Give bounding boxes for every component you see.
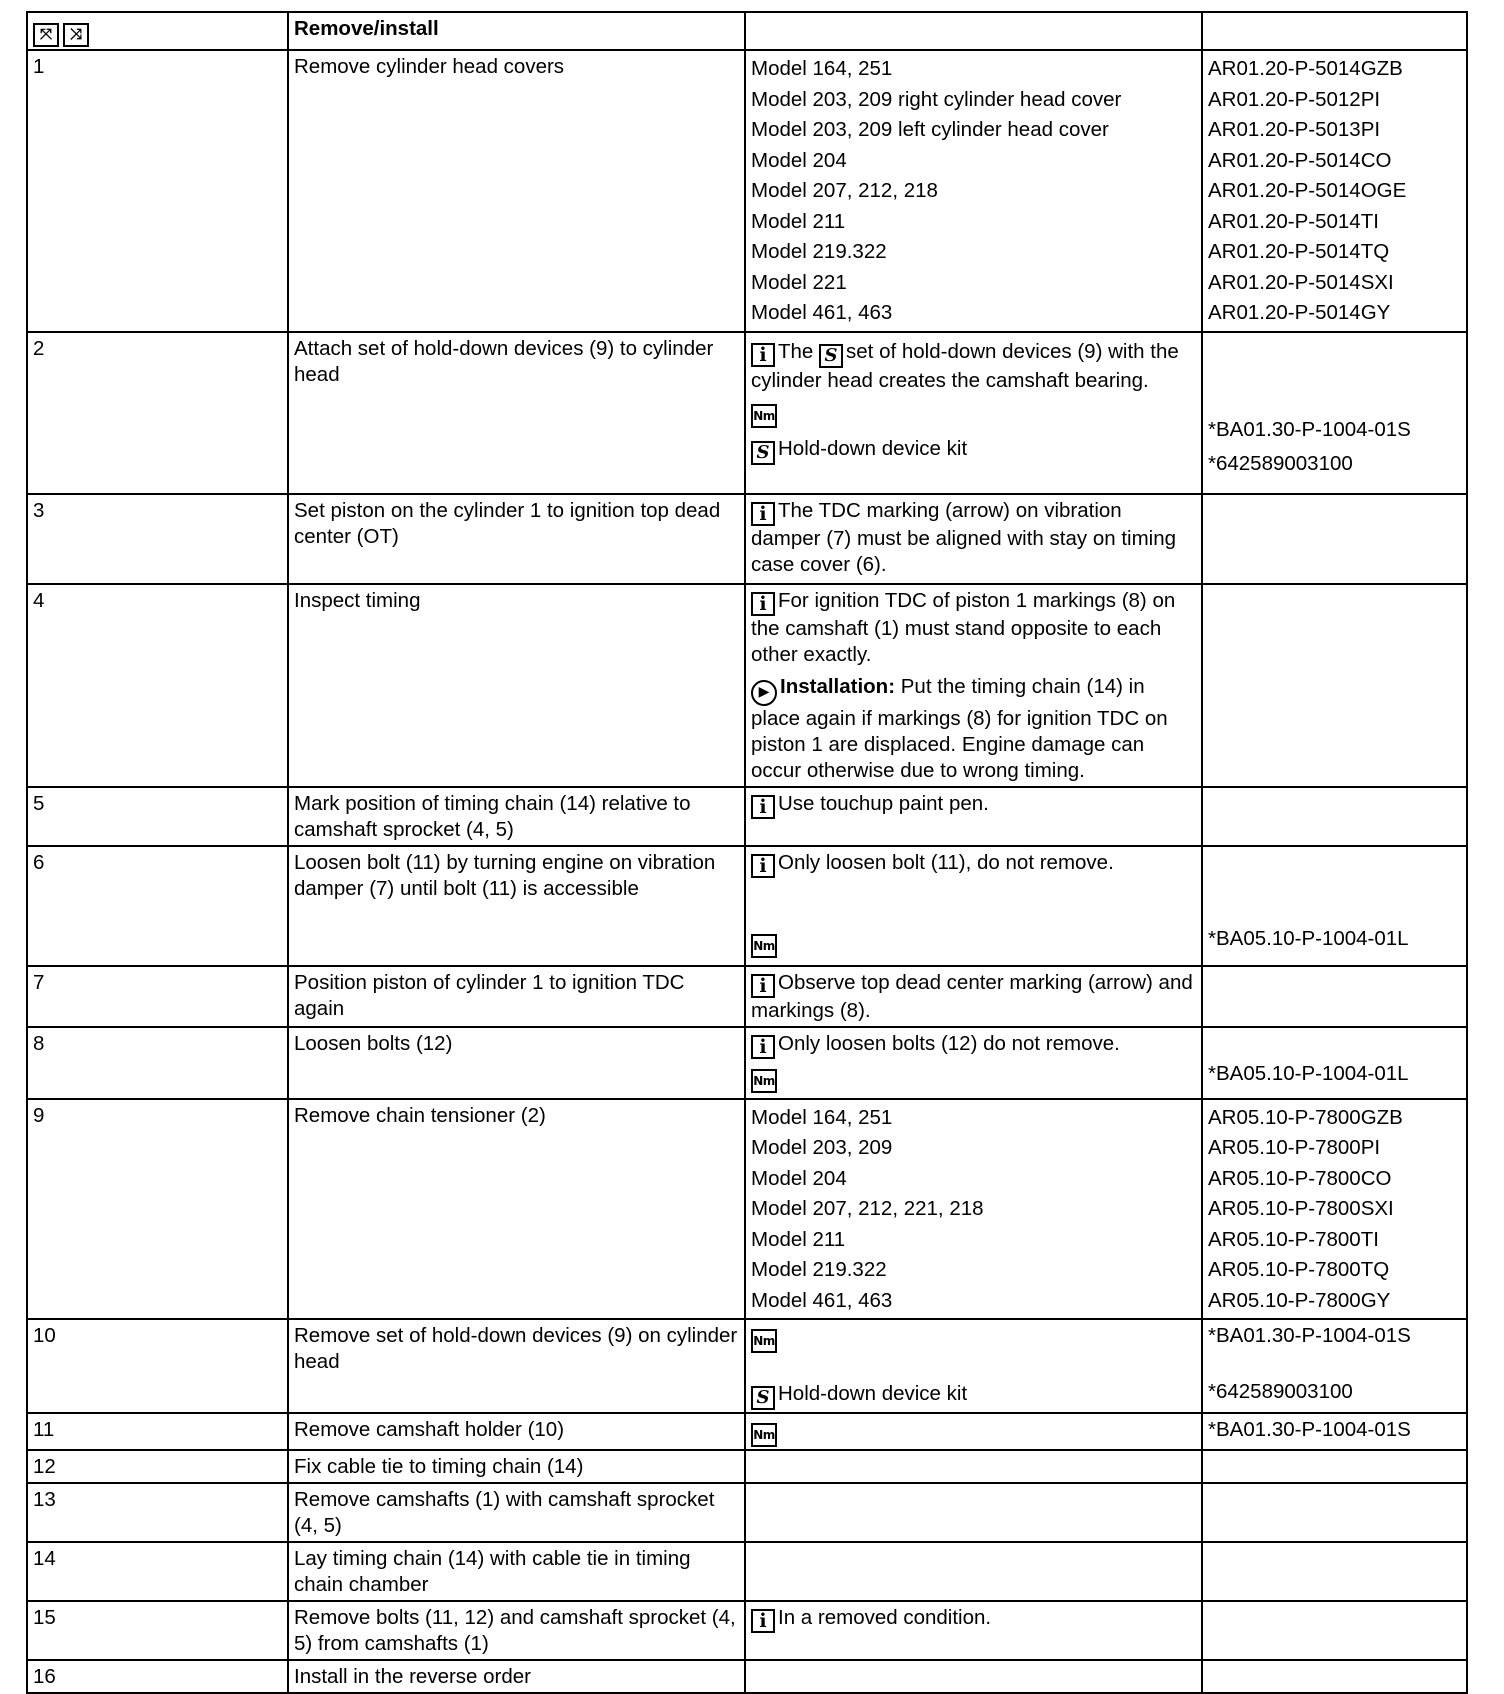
- step-number: 12: [27, 1450, 288, 1483]
- model-name: Model 219.322: [751, 1258, 887, 1281]
- tool-line: [751, 436, 1196, 465]
- step-number: 7: [27, 966, 288, 1027]
- info-note: [751, 970, 1196, 1024]
- step-notes: [745, 1483, 1202, 1542]
- reference-link[interactable]: *642589003100: [1208, 451, 1353, 475]
- table-row: [27, 1483, 1467, 1542]
- table-row: [27, 1099, 1467, 1320]
- step-action: Remove chain tensioner (2): [288, 1099, 745, 1320]
- step-refs: [1202, 787, 1467, 846]
- step-refs: [1202, 332, 1467, 494]
- step-notes: [745, 1601, 1202, 1660]
- note-text: For ignition TDC of piston 1 markings (8) on the camshaft (1) must stand opposite to each other exactly.: [751, 588, 1176, 666]
- model-name: Model 164, 251: [751, 57, 893, 80]
- step-notes: [745, 584, 1202, 787]
- installation-note: [751, 674, 1196, 784]
- tool-icon[interactable]: S: [751, 1386, 775, 1410]
- reference-list: [1202, 50, 1467, 332]
- table-row: [27, 50, 1467, 332]
- installation-icon: ▶: [751, 680, 777, 706]
- step-number: 1: [27, 50, 288, 332]
- torque-line: [751, 398, 1196, 428]
- reference-link[interactable]: *BA01.30-P-1004-01S: [1208, 1418, 1411, 1441]
- info-icon: i: [751, 854, 775, 878]
- model-list: [745, 50, 1202, 332]
- step-action: Remove bolts (11, 12) and camshaft sprocket (4, 5) from camshafts (1): [288, 1601, 745, 1660]
- step-number: 10: [27, 1319, 288, 1413]
- table-row: [27, 332, 1467, 494]
- step-action: Remove camshaft holder (10): [288, 1413, 745, 1450]
- reference-link[interactable]: AR01.20-P-5014TI: [1208, 209, 1379, 233]
- step-number: 6: [27, 846, 288, 966]
- header-notes-cell: [745, 12, 1202, 50]
- info-note: [751, 850, 1196, 878]
- step-action: Attach set of hold-down devices (9) to cylinder head: [288, 332, 745, 494]
- reference-link[interactable]: AR05.10-P-7800GZB: [1208, 1105, 1403, 1129]
- info-icon: i: [751, 592, 775, 616]
- step-number: 4: [27, 584, 288, 787]
- step-refs: [1202, 1027, 1467, 1099]
- reference-link[interactable]: AR01.20-P-5014GZB: [1208, 57, 1403, 80]
- table-row: [27, 1450, 1467, 1483]
- reference-link[interactable]: AR01.20-P-5014TQ: [1208, 240, 1390, 263]
- note-text-post: set of hold-down devices (9) with the cylinder head creates the camshaft bearing.: [751, 339, 1179, 392]
- torque-line: [751, 1323, 1196, 1353]
- step-notes: [745, 1413, 1202, 1450]
- reference-link[interactable]: AR01.20-P-5012PI: [1208, 87, 1381, 111]
- step-refs: [1202, 1542, 1467, 1601]
- model-name: Model 219.322: [751, 240, 887, 263]
- torque-nm-icon[interactable]: Nm: [751, 934, 777, 958]
- reference-link[interactable]: AR05.10-P-7800SXI: [1208, 1197, 1394, 1220]
- table-row: [27, 494, 1467, 584]
- step-refs: [1202, 1483, 1467, 1542]
- info-note: [751, 791, 1196, 819]
- torque-line: [751, 1063, 1196, 1093]
- tool-label: Hold-down device kit: [778, 1382, 968, 1405]
- step-number: 3: [27, 494, 288, 584]
- step-refs: [1202, 846, 1467, 966]
- torque-nm-icon[interactable]: Nm: [751, 1329, 777, 1353]
- reference-link[interactable]: AR05.10-P-7800GY: [1208, 1288, 1391, 1312]
- info-icon: i: [751, 343, 775, 367]
- header-icons-cell: [27, 12, 288, 50]
- model-name: Model 204: [751, 148, 847, 172]
- reference-link[interactable]: AR01.20-P-5014SXI: [1208, 270, 1394, 294]
- step-refs: [1202, 1450, 1467, 1483]
- installation-label: Installation:: [780, 674, 896, 698]
- step-action: Loosen bolts (12): [288, 1027, 745, 1099]
- model-name: Model 211: [751, 1227, 846, 1251]
- reference-link[interactable]: AR05.10-P-7800TI: [1208, 1227, 1379, 1251]
- step-refs: [1202, 494, 1467, 584]
- step-notes: [745, 1027, 1202, 1099]
- step-refs: [1202, 1413, 1467, 1450]
- step-action: Lay timing chain (14) with cable tie in timing chain chamber: [288, 1542, 745, 1601]
- step-action: Inspect timing: [288, 584, 745, 787]
- note-text: Observe top dead center marking (arrow) and markings (8).: [751, 970, 1193, 1022]
- torque-nm-icon[interactable]: Nm: [751, 1423, 777, 1447]
- model-name: Model 203, 209 left cylinder head cover: [751, 118, 1109, 141]
- step-action: Loosen bolt (11) by turning engine on vibration damper (7) until bolt (11) is accessible: [288, 846, 745, 966]
- torque-nm-icon[interactable]: Nm: [751, 404, 777, 428]
- info-icon: i: [751, 1609, 775, 1633]
- step-notes: [745, 494, 1202, 584]
- reference-link[interactable]: AR01.20-P-5014CO: [1208, 148, 1392, 172]
- step-action: Set piston on the cylinder 1 to ignition top dead center (OT): [288, 494, 745, 584]
- table-row: [27, 1027, 1467, 1099]
- table-row: [27, 787, 1467, 846]
- step-notes: [745, 787, 1202, 846]
- reference-link[interactable]: AR01.20-P-5013PI: [1208, 118, 1381, 141]
- tool-icon: S: [819, 344, 843, 368]
- reference-link[interactable]: AR01.20-P-5014OGE: [1208, 179, 1407, 202]
- step-action: Install in the reverse order: [288, 1660, 745, 1693]
- info-note: [751, 1605, 1196, 1633]
- installation-text: Put the timing chain (14) in place again if markings (8) for ignition TDC on piston 1 are displaced. Engine damage can occur otherwise due to wrong timing.: [751, 674, 1168, 782]
- note-text: Only loosen bolts (12) do not remove.: [778, 1031, 1120, 1055]
- torque-line: [751, 1417, 1196, 1447]
- model-name: Model 207, 212, 218: [751, 179, 938, 202]
- tool-line: [751, 1381, 1196, 1410]
- step-refs: [1202, 966, 1467, 1027]
- model-name: Model 461, 463: [751, 301, 893, 324]
- step-notes: [745, 332, 1202, 494]
- note-text: The TDC marking (arrow) on vibration damper (7) must be aligned with stay on timing case cover (6).: [751, 498, 1177, 576]
- model-name: Model 221: [751, 270, 847, 294]
- model-name: Model 461, 463: [751, 1288, 893, 1312]
- model-name: Model 204: [751, 1166, 847, 1190]
- reference-link[interactable]: *BA01.30-P-1004-01S: [1208, 417, 1411, 441]
- step-number: 11: [27, 1413, 288, 1450]
- step-number: 5: [27, 787, 288, 846]
- step-refs: [1202, 1319, 1467, 1413]
- header-refs-cell: [1202, 12, 1467, 50]
- table-row: [27, 584, 1467, 787]
- model-list: [745, 1099, 1202, 1320]
- step-notes: [745, 1660, 1202, 1693]
- table-row: [27, 1601, 1467, 1660]
- tool-icon[interactable]: S: [751, 441, 775, 465]
- collapse-icon[interactable]: ⤨: [63, 23, 89, 47]
- step-action: Remove set of hold-down devices (9) on cylinder head: [288, 1319, 745, 1413]
- step-number: 9: [27, 1099, 288, 1320]
- model-name: Model 211: [751, 209, 846, 233]
- expand-icon[interactable]: ⤧: [33, 23, 59, 47]
- note-text: Only loosen bolt (11), do not remove.: [778, 850, 1114, 874]
- tool-label: Hold-down device kit: [778, 436, 968, 460]
- table-row: [27, 966, 1467, 1027]
- info-note: [751, 498, 1196, 578]
- header-action-label: Remove/install: [288, 12, 745, 50]
- table-header-row: [27, 12, 1467, 50]
- reference-link[interactable]: AR05.10-P-7800PI: [1208, 1136, 1381, 1159]
- table-row: [27, 1542, 1467, 1601]
- info-icon: i: [751, 502, 775, 526]
- model-name: Model 164, 251: [751, 1105, 893, 1129]
- table-row: [27, 1319, 1467, 1413]
- model-name: Model 207, 212, 221, 218: [751, 1197, 984, 1220]
- info-note: [751, 339, 1196, 394]
- info-icon: i: [751, 795, 775, 819]
- reference-link[interactable]: *BA05.10-P-1004-01L: [1208, 1061, 1409, 1085]
- step-notes: [745, 1319, 1202, 1413]
- step-notes: [745, 1450, 1202, 1483]
- step-notes: [745, 1542, 1202, 1601]
- reference-link[interactable]: AR05.10-P-7800CO: [1208, 1166, 1392, 1190]
- procedure-table: [26, 11, 1468, 1694]
- note-text-pre: The: [778, 339, 814, 363]
- table-row: [27, 846, 1467, 966]
- info-icon: i: [751, 1035, 775, 1059]
- step-number: 2: [27, 332, 288, 494]
- step-number: 16: [27, 1660, 288, 1693]
- step-refs: [1202, 1601, 1467, 1660]
- step-action: Mark position of timing chain (14) relative to camshaft sprocket (4, 5): [288, 787, 745, 846]
- torque-nm-icon[interactable]: Nm: [751, 1069, 777, 1093]
- step-number: 13: [27, 1483, 288, 1542]
- step-refs: [1202, 584, 1467, 787]
- model-name: Model 203, 209 right cylinder head cover: [751, 87, 1122, 111]
- info-icon: i: [751, 974, 775, 998]
- step-action: Remove cylinder head covers: [288, 50, 745, 332]
- step-notes: [745, 846, 1202, 966]
- step-number: 14: [27, 1542, 288, 1601]
- step-number: 15: [27, 1601, 288, 1660]
- reference-link[interactable]: *BA01.30-P-1004-01S: [1208, 1324, 1411, 1347]
- step-number: 8: [27, 1027, 288, 1099]
- step-notes: [745, 966, 1202, 1027]
- note-text: In a removed condition.: [778, 1606, 992, 1629]
- table-row: [27, 1413, 1467, 1450]
- info-note: [751, 1031, 1196, 1059]
- reference-link[interactable]: *642589003100: [1208, 1380, 1353, 1403]
- table-row: [27, 1660, 1467, 1693]
- step-action: Remove camshafts (1) with camshaft sprocket (4, 5): [288, 1483, 745, 1542]
- torque-line: [751, 928, 1196, 958]
- model-name: Model 203, 209: [751, 1136, 893, 1159]
- note-text: Use touchup paint pen.: [778, 791, 989, 815]
- info-note: [751, 588, 1196, 668]
- reference-link[interactable]: AR05.10-P-7800TQ: [1208, 1258, 1390, 1281]
- reference-link[interactable]: AR01.20-P-5014GY: [1208, 301, 1391, 324]
- reference-link[interactable]: *BA05.10-P-1004-01L: [1208, 926, 1409, 950]
- step-action: Fix cable tie to timing chain (14): [288, 1450, 745, 1483]
- reference-list: [1202, 1099, 1467, 1320]
- step-action: Position piston of cylinder 1 to ignition TDC again: [288, 966, 745, 1027]
- step-refs: [1202, 1660, 1467, 1693]
